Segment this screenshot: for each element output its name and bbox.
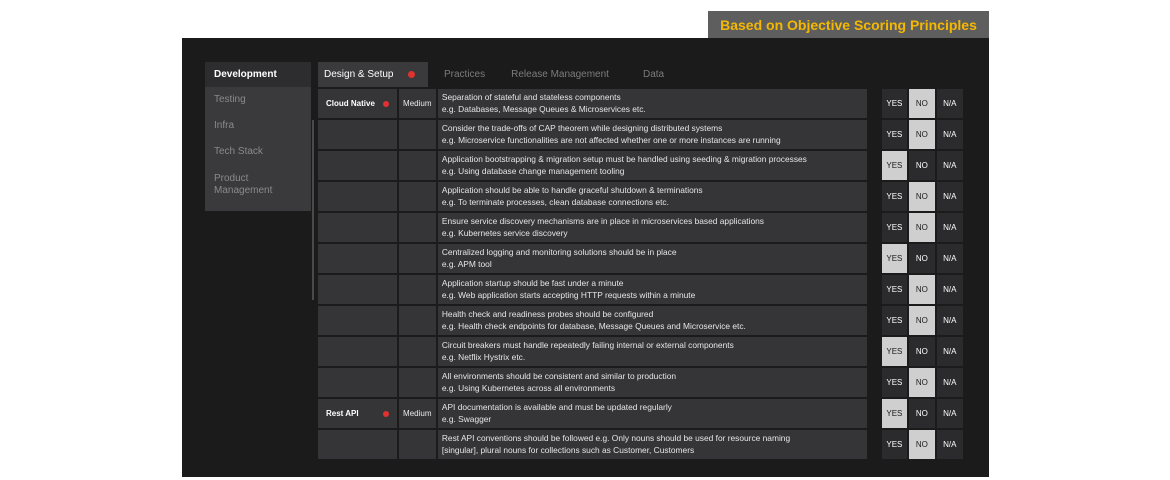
option-no-button[interactable]: NO	[909, 275, 936, 306]
criterion-cell	[438, 368, 869, 399]
sidebar-item-label: Tech Stack	[214, 146, 263, 157]
option-na-button[interactable]: N/A	[937, 244, 965, 275]
column-gap	[869, 306, 882, 337]
criterion-cell	[438, 399, 869, 430]
option-na-button[interactable]: N/A	[937, 151, 965, 182]
option-na-button[interactable]: N/A	[937, 306, 965, 337]
sidebar-item-development[interactable]	[205, 62, 311, 87]
level-cell	[399, 151, 438, 182]
category-cell	[318, 306, 399, 337]
criterion-text: Centralized logging and monitoring solutions should be in place	[441, 247, 677, 257]
category-cell	[318, 337, 399, 368]
category-cell	[318, 120, 399, 151]
category-label: Rest API	[326, 409, 359, 418]
criterion-text: Health check and readiness probes should be configured	[441, 309, 654, 319]
option-no-button[interactable]: NO	[909, 399, 936, 430]
option-yes-button[interactable]: YES	[882, 120, 909, 151]
assessment-window	[182, 38, 989, 477]
tab-bar	[318, 62, 678, 87]
option-na-button[interactable]: N/A	[937, 182, 965, 213]
option-no-button[interactable]: NO	[909, 120, 936, 151]
column-gap	[869, 337, 882, 368]
sidebar-scrollbar[interactable]	[312, 120, 314, 300]
criterion-text: Application bootstrapping & migration setup must be handled using seeding & migration processes	[441, 154, 807, 164]
tab-design-setup[interactable]	[318, 62, 428, 87]
category-cell	[318, 213, 399, 244]
column-gap	[869, 89, 882, 120]
criterion-text: API documentation is available and must be updated regularly	[441, 402, 672, 412]
tab-practices[interactable]	[428, 62, 499, 87]
column-gap	[869, 399, 882, 430]
option-yes-button[interactable]: YES	[882, 368, 909, 399]
option-na-button[interactable]: N/A	[937, 399, 965, 430]
option-na-button[interactable]: N/A	[937, 430, 965, 461]
criterion-cell	[438, 89, 869, 120]
option-yes-button[interactable]: YES	[882, 275, 909, 306]
level-cell	[399, 182, 438, 213]
category-cell	[318, 430, 399, 461]
level-cell: Medium	[399, 89, 438, 120]
option-na-button[interactable]: N/A	[937, 337, 965, 368]
option-yes-button[interactable]: YES	[882, 89, 909, 120]
column-gap	[869, 244, 882, 275]
category-cell	[318, 275, 399, 306]
scoring-callout	[708, 11, 989, 38]
criterion-example: e.g. Using Kubernetes across all environments	[441, 382, 616, 393]
criterion-text: Rest API conventions should be followed e.g. Only nouns should be used for resource naming	[441, 433, 791, 443]
criterion-example: e.g. Swagger	[441, 413, 492, 424]
tab-label: Design & Setup	[324, 69, 394, 80]
column-gap	[869, 368, 882, 399]
criterion-cell	[438, 151, 869, 182]
table-row	[318, 337, 965, 368]
level-cell	[399, 213, 438, 244]
criteria-table	[318, 89, 965, 461]
criterion-example: e.g. Databases, Message Queues & Microservices etc.	[441, 103, 646, 114]
category-cell	[318, 244, 399, 275]
criterion-example: e.g. Using database change management tooling	[441, 165, 625, 176]
sidebar	[205, 62, 311, 211]
category-cell	[318, 151, 399, 182]
level-cell	[399, 120, 438, 151]
category-cell	[318, 399, 399, 430]
option-no-button[interactable]: NO	[909, 182, 936, 213]
level-cell	[399, 430, 438, 461]
column-gap	[869, 430, 882, 461]
option-na-button[interactable]: N/A	[937, 213, 965, 244]
tab-label: Data	[642, 69, 665, 80]
table-row	[318, 213, 965, 244]
option-no-button[interactable]: NO	[909, 306, 936, 337]
criterion-example: e.g. Health check endpoints for database, Message Queues and Microservice etc.	[441, 320, 746, 331]
tab-label: Release Management	[511, 69, 609, 80]
criterion-text: Separation of stateful and stateless components	[441, 92, 621, 102]
table-row	[318, 306, 965, 337]
criterion-cell	[438, 182, 869, 213]
option-no-button[interactable]: NO	[909, 368, 936, 399]
criterion-text: Consider the trade-offs of CAP theorem while designing distributed systems	[441, 123, 723, 133]
sidebar-item-infra[interactable]	[205, 113, 311, 139]
category-cell	[318, 89, 399, 120]
option-yes-button[interactable]: YES	[882, 337, 909, 368]
criterion-text: Ensure service discovery mechanisms are in place in microservices based applications	[441, 216, 764, 226]
criterion-cell	[438, 337, 869, 368]
table-row	[318, 368, 965, 399]
option-na-button[interactable]: N/A	[937, 275, 965, 306]
sidebar-item-label: Product Management	[214, 173, 273, 196]
column-gap	[869, 182, 882, 213]
criterion-example: e.g. Kubernetes service discovery	[441, 227, 568, 238]
column-gap	[869, 120, 882, 151]
status-dot-icon	[408, 71, 415, 78]
criterion-cell	[438, 213, 869, 244]
criterion-text: All environments should be consistent and similar to production	[441, 371, 677, 381]
level-cell: Medium	[399, 399, 438, 430]
sidebar-item-label: Development	[214, 68, 277, 80]
option-yes-button[interactable]: YES	[882, 151, 909, 182]
level-cell	[399, 337, 438, 368]
level-cell	[399, 368, 438, 399]
table-row	[318, 89, 965, 120]
criterion-cell	[438, 430, 869, 461]
status-dot-icon	[383, 411, 389, 417]
criterion-cell	[438, 244, 869, 275]
criterion-cell	[438, 120, 869, 151]
criterion-example: [singular], plural nouns for collections such as Customer, Customers	[441, 444, 695, 455]
table-row	[318, 120, 965, 151]
option-yes-button[interactable]: YES	[882, 182, 909, 213]
criterion-text: Application should be able to handle graceful shutdown & terminations	[441, 185, 703, 195]
level-cell	[399, 306, 438, 337]
sidebar-item-label: Infra	[214, 120, 235, 131]
tab-release-management[interactable]	[499, 62, 623, 87]
level-cell	[399, 275, 438, 306]
sidebar-item-label: Testing	[214, 94, 246, 105]
category-cell	[318, 182, 399, 213]
sidebar-item-testing[interactable]	[205, 87, 311, 113]
option-na-button[interactable]: N/A	[937, 120, 965, 151]
criterion-example: e.g. Netflix Hystrix etc.	[441, 351, 526, 362]
option-no-button[interactable]: NO	[909, 151, 936, 182]
tab-label: Practices	[444, 69, 486, 80]
criterion-example: e.g. APM tool	[441, 258, 492, 269]
column-gap	[869, 275, 882, 306]
criterion-example: e.g. To terminate processes, clean database connections etc.	[441, 196, 669, 207]
criterion-example: e.g. Web application starts accepting HTTP requests within a minute	[441, 289, 696, 300]
option-no-button[interactable]: NO	[909, 89, 936, 120]
criterion-cell	[438, 306, 869, 337]
status-dot-icon	[383, 101, 389, 107]
callout-text: Based on Objective Scoring Principles	[720, 16, 977, 33]
column-gap	[869, 213, 882, 244]
category-label: Cloud Native	[326, 99, 375, 108]
option-yes-button[interactable]: YES	[882, 244, 909, 275]
option-no-button[interactable]: NO	[909, 244, 936, 275]
table-row	[318, 399, 965, 430]
option-na-button[interactable]: N/A	[937, 368, 965, 399]
table-row	[318, 275, 965, 306]
option-na-button[interactable]: N/A	[937, 89, 965, 120]
tab-data[interactable]	[623, 62, 678, 87]
option-no-button[interactable]: NO	[909, 213, 936, 244]
option-no-button[interactable]: NO	[909, 430, 936, 461]
sidebar-item-product-management[interactable]	[205, 165, 311, 203]
level-cell	[399, 244, 438, 275]
option-yes-button[interactable]: YES	[882, 399, 909, 430]
category-cell	[318, 368, 399, 399]
option-yes-button[interactable]: YES	[882, 430, 909, 461]
table-row	[318, 430, 965, 461]
column-gap	[869, 151, 882, 182]
sidebar-item-tech-stack[interactable]	[205, 139, 311, 165]
option-yes-button[interactable]: YES	[882, 213, 909, 244]
criterion-text: Application startup should be fast under a minute	[441, 278, 624, 288]
table-row	[318, 151, 965, 182]
criterion-cell	[438, 275, 869, 306]
criterion-example: e.g. Microservice functionalities are not affected whether one or more instances are running	[441, 134, 781, 145]
table-row	[318, 182, 965, 213]
option-no-button[interactable]: NO	[909, 337, 936, 368]
option-yes-button[interactable]: YES	[882, 306, 909, 337]
table-row	[318, 244, 965, 275]
criterion-text: Circuit breakers must handle repeatedly failing internal or external components	[441, 340, 734, 350]
